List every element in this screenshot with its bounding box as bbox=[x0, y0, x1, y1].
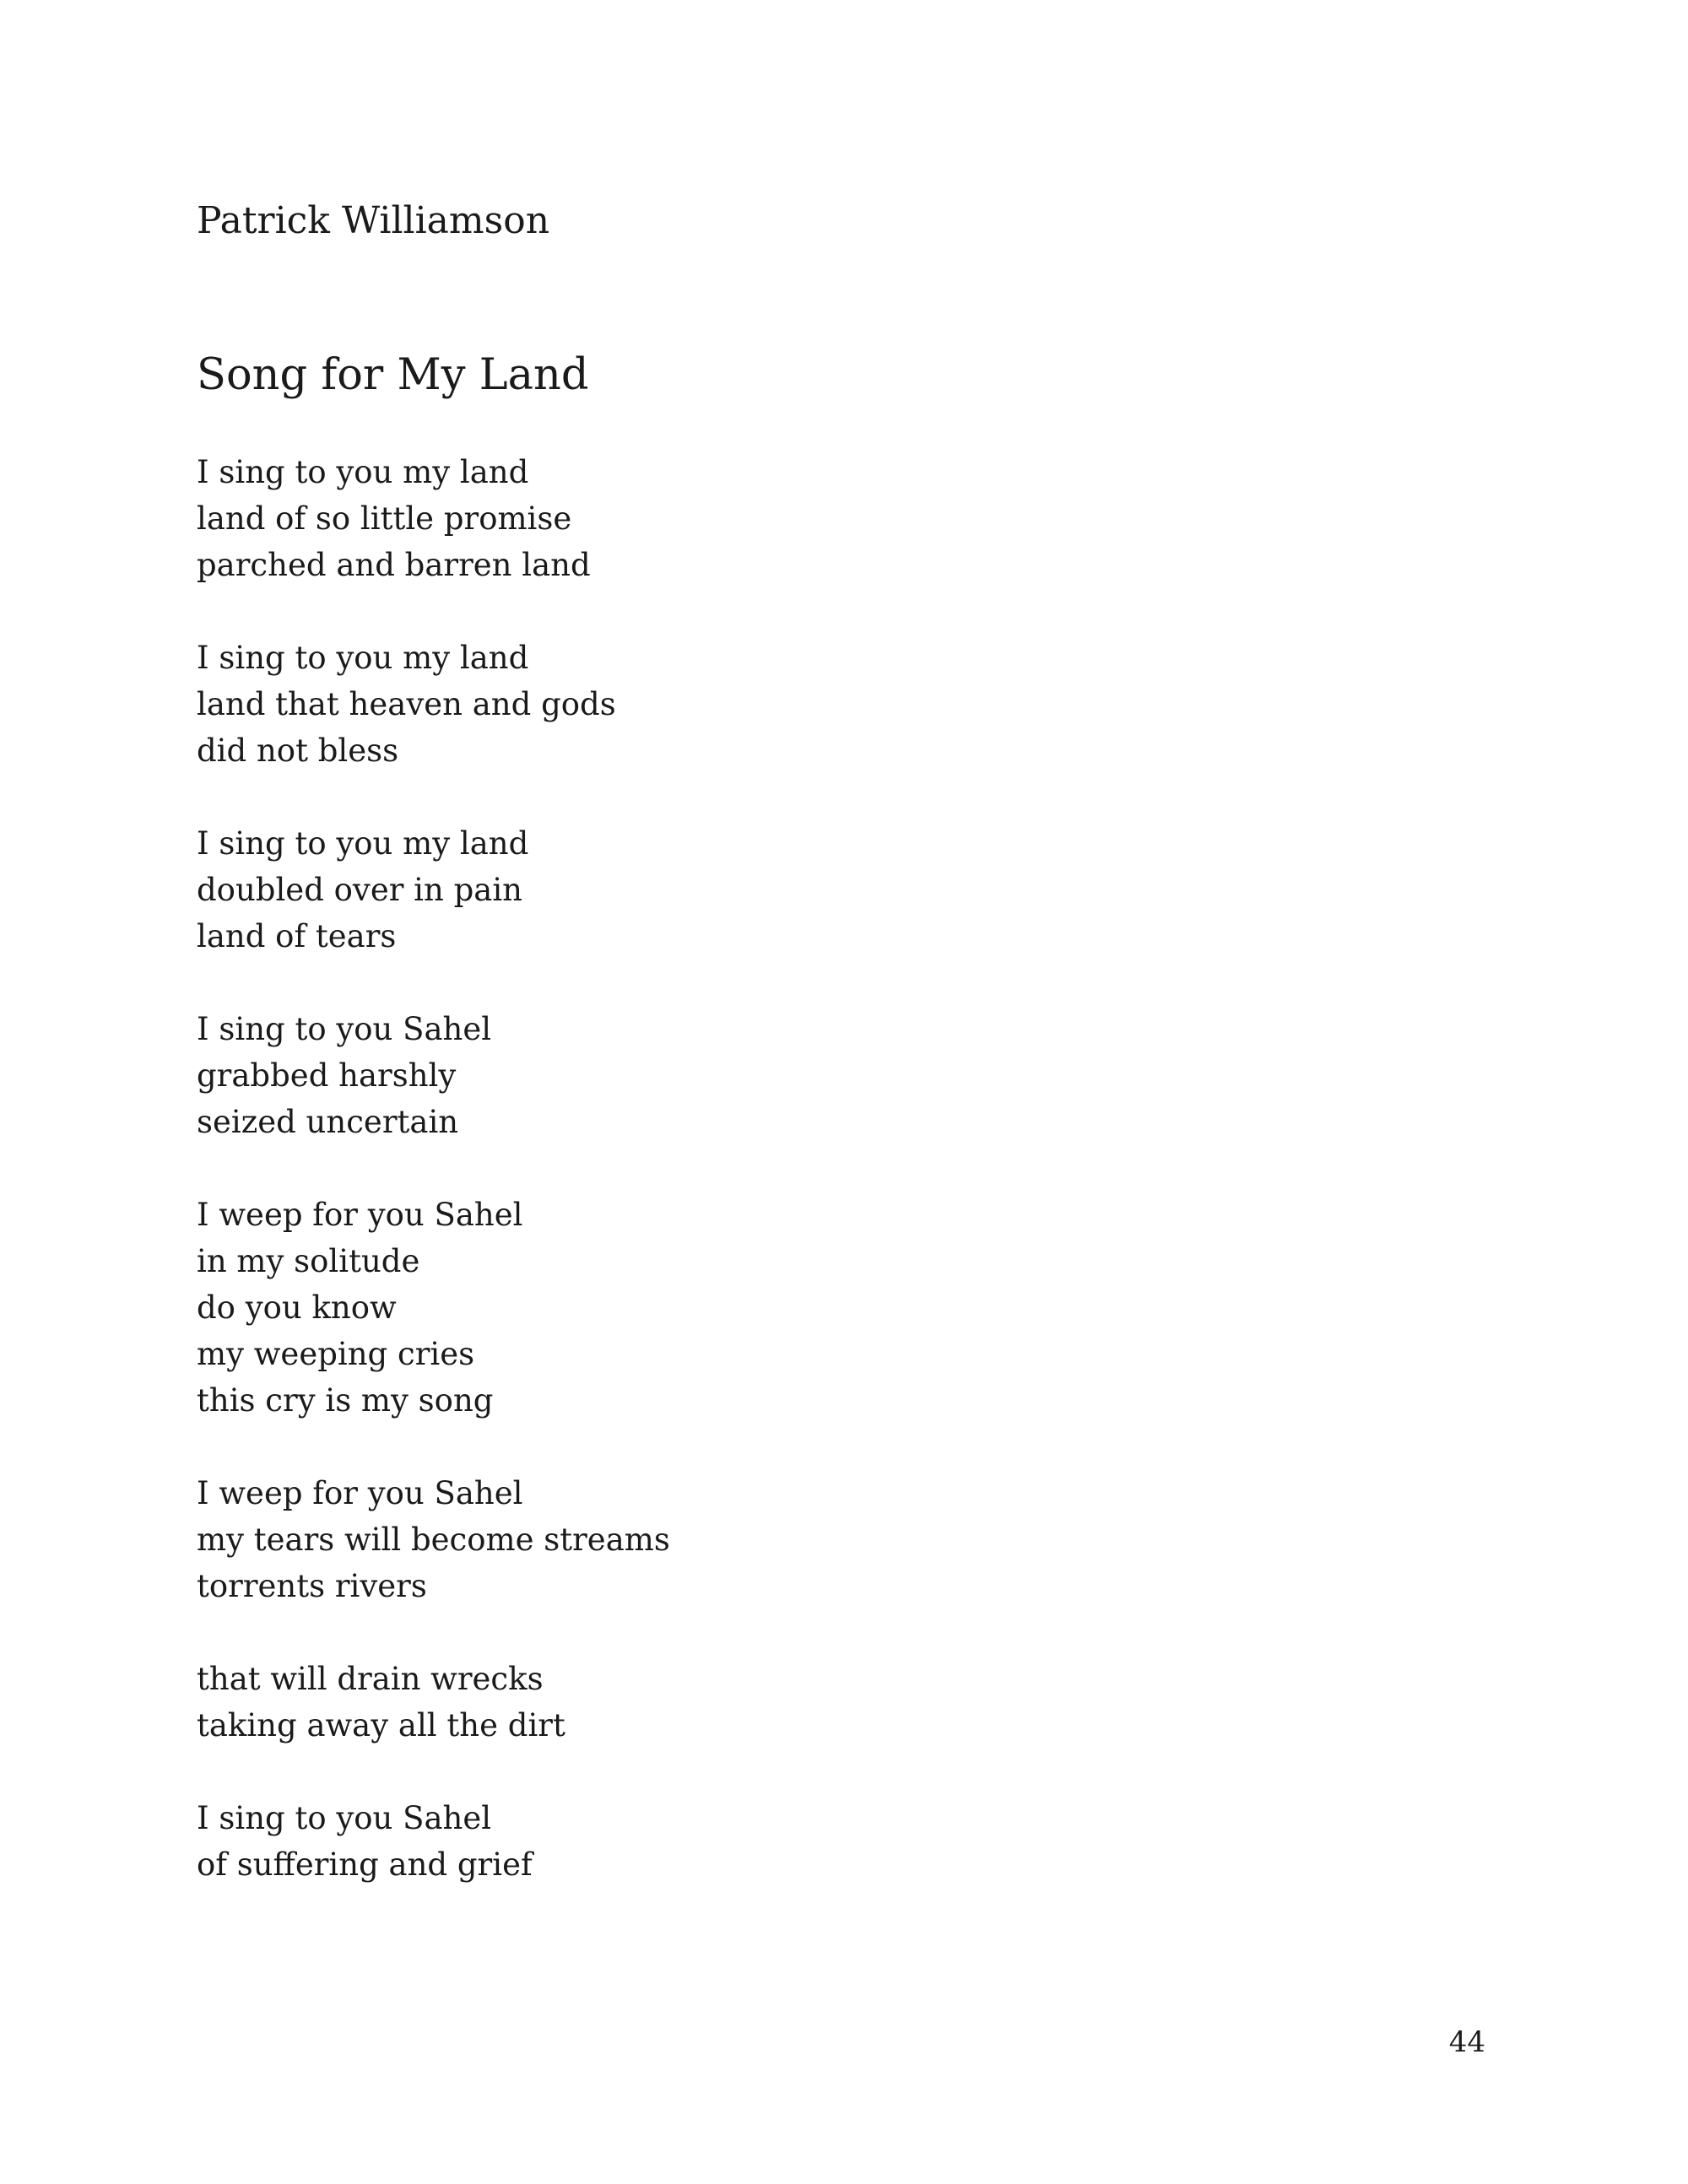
poem-line: land of tears bbox=[197, 918, 397, 954]
poem-line: I sing to you my land bbox=[197, 640, 529, 676]
poem-line: I sing to you Sahel bbox=[197, 1011, 492, 1047]
stanza bbox=[197, 635, 1209, 774]
poem-line: I weep for you Sahel bbox=[197, 1475, 523, 1511]
poem-body bbox=[197, 449, 1209, 1934]
stanza bbox=[197, 449, 1209, 588]
poem-line: this cry is my song bbox=[197, 1382, 494, 1419]
stanza bbox=[197, 1795, 1209, 1888]
stanza bbox=[197, 1006, 1209, 1145]
poem-line: doubled over in pain bbox=[197, 872, 523, 908]
poem-line: in my solitude bbox=[197, 1243, 420, 1279]
poem-line: I weep for you Sahel bbox=[197, 1197, 523, 1233]
poem-line: did not bless bbox=[197, 733, 399, 769]
poem-line: torrents rivers bbox=[197, 1568, 427, 1604]
poem-line: my weeping cries bbox=[197, 1336, 475, 1372]
stanza bbox=[197, 1192, 1209, 1424]
poem-title: Song for My Land bbox=[197, 350, 589, 400]
poem-line: my tears will become streams bbox=[197, 1522, 670, 1558]
poem-line: I sing to you my land bbox=[197, 454, 529, 490]
poem-line: I sing to you my land bbox=[197, 825, 529, 862]
poem-line: land that heaven and gods bbox=[197, 686, 616, 722]
stanza bbox=[197, 1470, 1209, 1609]
poem-line: parched and barren land bbox=[197, 547, 591, 583]
poem-line: do you know bbox=[197, 1289, 397, 1326]
poem-line: grabbed harshly bbox=[197, 1057, 457, 1094]
poem-line: seized uncertain bbox=[197, 1104, 459, 1140]
author-name: Patrick Williamson bbox=[197, 199, 550, 242]
poem-line: taking away all the dirt bbox=[197, 1707, 565, 1743]
poem-line: I sing to you Sahel bbox=[197, 1800, 492, 1836]
poem-line: that will drain wrecks bbox=[197, 1661, 544, 1697]
stanza bbox=[197, 1656, 1209, 1749]
poem-line: land of so little promise bbox=[197, 500, 572, 537]
stanza bbox=[197, 820, 1209, 960]
poem-line: of suffering and grief bbox=[197, 1846, 533, 1883]
page-number: 44 bbox=[1448, 2025, 1485, 2059]
